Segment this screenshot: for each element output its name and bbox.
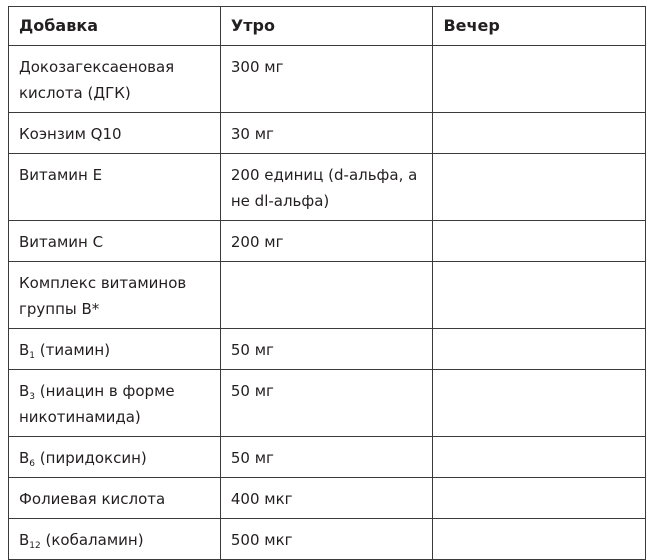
header-evening: Вечер (433, 7, 646, 46)
supplement-name-cell (9, 519, 221, 560)
supplement-name-tail: (пиридоксин) (35, 449, 147, 467)
table-row (9, 113, 646, 154)
table-row (9, 154, 646, 221)
supplement-name: Витамин E (19, 166, 103, 184)
table-row (9, 262, 646, 329)
supplement-name-cell (9, 437, 221, 478)
table-row (9, 221, 646, 262)
supplement-name: B (19, 382, 30, 400)
supplement-name: B (19, 531, 30, 549)
table-row (9, 370, 646, 437)
morning-dose: 200 мг (220, 221, 433, 262)
evening-dose (433, 478, 646, 519)
supplement-name-cell (9, 46, 221, 113)
evening-dose (433, 370, 646, 437)
supplement-name-cell (9, 329, 221, 370)
supplement-name: Витамин C (19, 233, 104, 251)
supplement-subscript: 12 (29, 541, 41, 551)
supplement-name: B (19, 341, 30, 359)
header-morning: Утро (220, 7, 433, 46)
evening-dose (433, 262, 646, 329)
morning-dose (220, 262, 433, 329)
supplement-name-cell (9, 478, 221, 519)
table-body (9, 46, 646, 560)
supplement-name-tail: (ниацин в форме никотинамида) (19, 382, 175, 426)
table-row (9, 46, 646, 113)
header-row (9, 7, 646, 46)
supplement-name: Докозагексаеновая кислота (ДГК) (19, 58, 175, 102)
morning-dose: 300 мг (220, 46, 433, 113)
evening-dose (433, 113, 646, 154)
evening-dose (433, 329, 646, 370)
morning-dose: 50 мг (220, 370, 433, 437)
evening-dose (433, 519, 646, 560)
supplement-name-cell (9, 113, 221, 154)
supplement-subscript: 3 (29, 392, 36, 402)
supplement-name-tail: (тиамин) (35, 341, 111, 359)
evening-dose (433, 221, 646, 262)
supplement-name-cell (9, 221, 221, 262)
table-row (9, 519, 646, 560)
supplement-name-cell (9, 370, 221, 437)
evening-dose (433, 154, 646, 221)
table-row (9, 478, 646, 519)
morning-dose: 50 мг (220, 437, 433, 478)
supplement-name-cell (9, 154, 221, 221)
supplement-name: Фолиевая кислота (19, 490, 166, 508)
morning-dose: 500 мкг (220, 519, 433, 560)
morning-dose: 200 единиц (d-альфа, а не dl-альфа) (220, 154, 433, 221)
morning-dose: 50 мг (220, 329, 433, 370)
supplement-table (8, 6, 646, 560)
evening-dose (433, 437, 646, 478)
supplement-subscript: 6 (29, 459, 36, 469)
header-supplement: Добавка (9, 7, 221, 46)
evening-dose (433, 46, 646, 113)
morning-dose: 30 мг (220, 113, 433, 154)
morning-dose: 400 мкг (220, 478, 433, 519)
table-row (9, 329, 646, 370)
supplement-name: Коэнзим Q10 (19, 125, 122, 143)
table-row (9, 437, 646, 478)
supplement-name: Комплекс витаминов группы B* (19, 274, 187, 318)
supplement-name-tail: (кобаламин) (40, 531, 144, 549)
supplement-subscript: 1 (29, 351, 36, 361)
supplement-name: B (19, 449, 30, 467)
supplement-name-cell (9, 262, 221, 329)
